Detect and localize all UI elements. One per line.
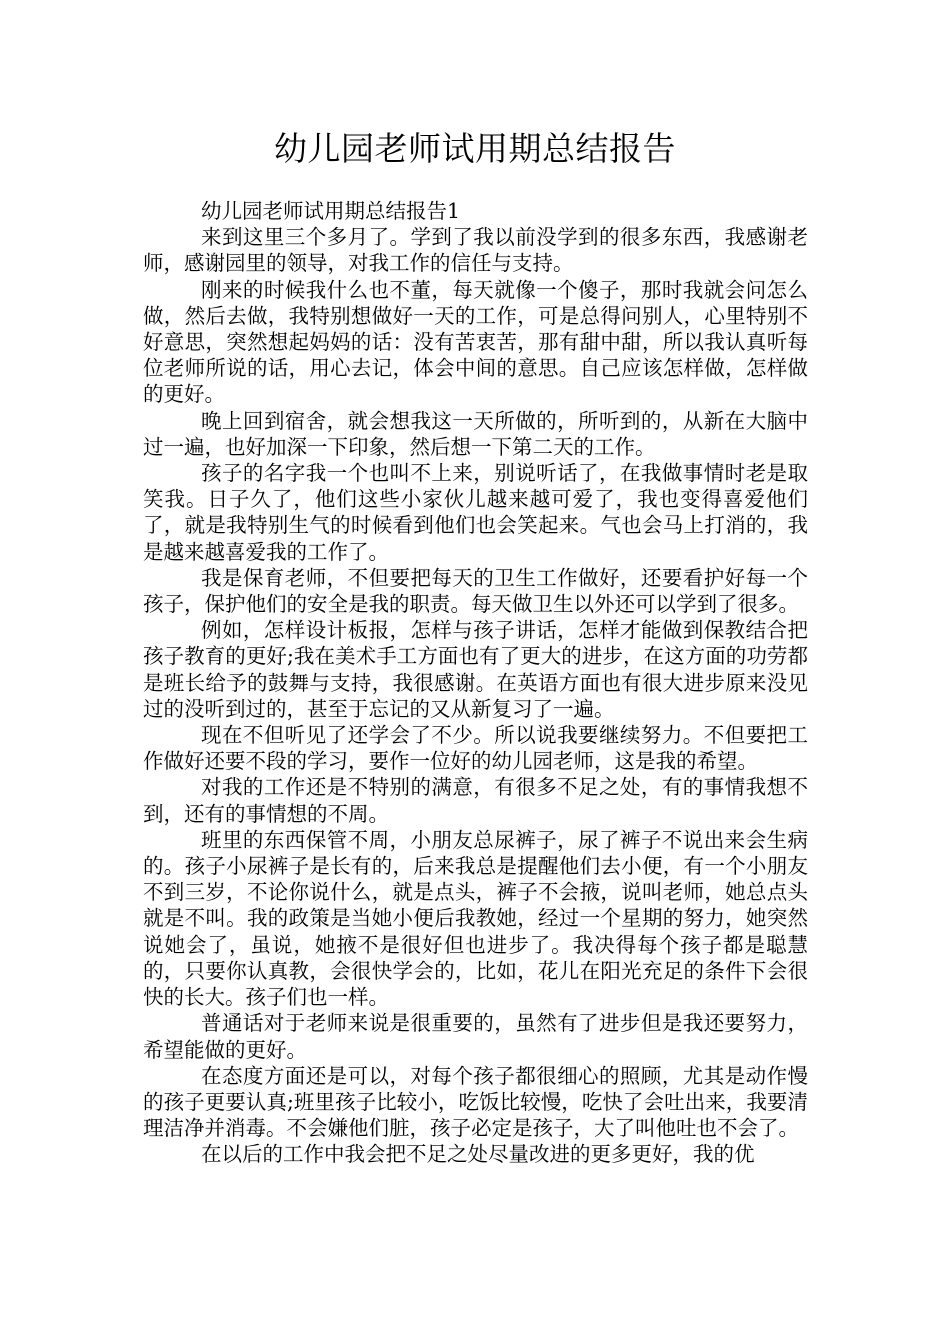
- document-body: [143, 198, 808, 1168]
- paragraph: 例如，怎样设计板报，怎样与孩子讲话，怎样才能做到保教结合把孩子教育的更好;我在美术手工方面也有了更大的进步，在这方面的功劳都是班长给予的鼓舞与支持，我很感谢。在英语方面也有很大进步原来没见过的没听到过的，甚至于忘记的又从新复习了一遍。: [143, 618, 808, 721]
- paragraph: 我是保育老师，不但要把每天的卫生工作做好，还要看护好每一个孩子，保护他们的安全是我的职责。每天做卫生以外还可以学到了很多。: [143, 565, 808, 617]
- paragraph: 孩子的名字我一个也叫不上来，别说听话了，在我做事情时老是取笑我。日子久了，他们这些小家伙儿越来越可爱了，我也变得喜爱他们了，就是我特别生气的时候看到他们也会笑起来。气也会马上打消的，我是越来越喜爱我的工作了。: [143, 461, 808, 564]
- paragraph: 刚来的时候我什么也不董，每天就像一个傻子，那时我就会问怎么做，然后去做，我特别想做好一天的工作，可是总得问别人，心里特别不好意思，突然想起妈妈的话：没有苦衷苦，那有甜中甜，所以我认真听每位老师所说的话，用心去记，体会中间的意思。自己应该怎样做，怎样做的更好。: [143, 277, 808, 407]
- paragraph: 普通话对于老师来说是很重要的，虽然有了进步但是我还要努力，希望能做的更好。: [143, 1011, 808, 1062]
- paragraph: 班里的东西保管不周，小朋友总尿裤子，尿了裤子不说出来会生病的。孩子小尿裤子是长有的，后来我总是提醒他们去小便，有一个小朋友不到三岁，不论你说什么，就是点头，裤子不会掖，说叫老师，她总点头就是不叫。我的政策是当她小便后我教她，经过一个星期的努力，她突然说她会了，虽说，她掖不是很好但也进步了。我决得每个孩子都是聪慧的，只要你认真教，会很快学会的，比如，花儿在阳光充足的条件下会很快的长大。孩子们也一样。: [143, 827, 808, 1010]
- paragraph: 在态度方面还是可以，对每个孩子都很细心的照顾，尤其是动作慢的孩子更要认真;班里孩子比较小，吃饭比较慢，吃快了会吐出来，我要清理洁净并消毒。不会嫌他们脏，孩子必定是孩子，大了叫他吐也不会了。: [143, 1063, 808, 1141]
- paragraph: 来到这里三个多月了。学到了我以前没学到的很多东西，我感谢老师，感谢园里的领导，对我工作的信任与支持。: [143, 225, 808, 276]
- paragraph: 现在不但听见了还学会了不少。所以说我要继续努力。不但要把工作做好还要不段的学习，要作一位好的幼儿园老师，这是我的希望。: [143, 723, 808, 774]
- section-heading: 幼儿园老师试用期总结报告1: [201, 199, 461, 223]
- paragraph: 晚上回到宿舍，就会想我这一天所做的，所听到的，从新在大脑中过一遍，也好加深一下印象，然后想一下第二天的工作。: [143, 408, 808, 459]
- document-title: 幼儿园老师试用期总结报告: [274, 129, 676, 168]
- paragraph: 对我的工作还是不特别的满意，有很多不足之处，有的事情我想不到，还有的事情想的不周。: [143, 775, 808, 826]
- paragraph: 在以后的工作中我会把不足之处尽量改进的更多更好，我的优: [201, 1142, 755, 1167]
